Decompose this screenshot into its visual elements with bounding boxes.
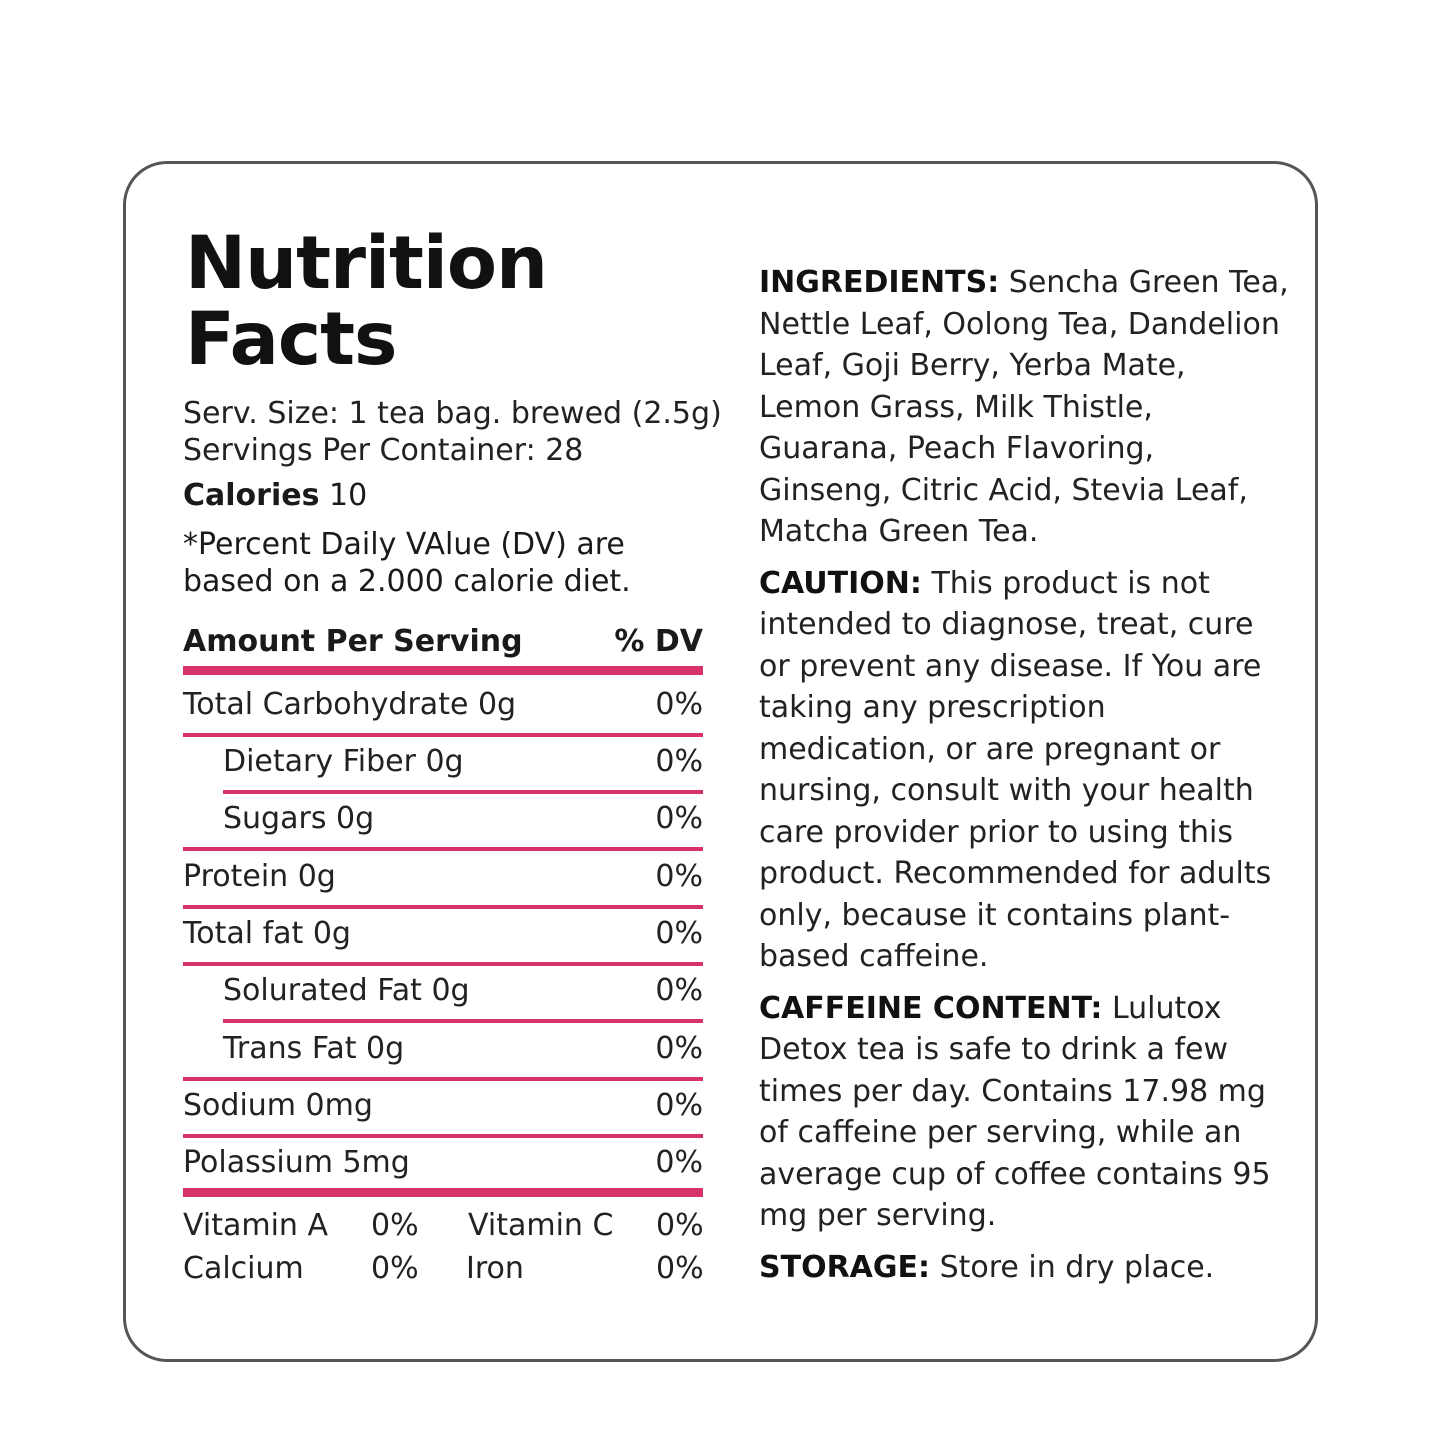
calcium-label: Calcium: [183, 1251, 304, 1286]
table-header: [183, 622, 703, 662]
row-divider: [183, 733, 703, 737]
calcium-dv: 0%: [371, 1251, 419, 1286]
vitamin-c-dv: 0%: [656, 1208, 704, 1243]
title-line-2: Facts: [185, 297, 397, 382]
table-row: [183, 857, 703, 897]
row-divider: [183, 1077, 703, 1081]
nutrient-dv: 0%: [655, 744, 703, 779]
storage-label: STORAGE:: [759, 1249, 931, 1285]
storage-section: [759, 1247, 1289, 1289]
nutrient-dv: 0%: [655, 1031, 703, 1066]
table-row: [183, 914, 703, 954]
storage-text: Store in dry place.: [939, 1249, 1215, 1285]
table-row: [183, 685, 703, 725]
ingredients-text: Sencha Green Tea, Nettle Leaf, Oolong Tea, Dandelion Leaf, Goji Berry, Yerba Mate, Lemon Grass, Milk Thistle, Guarana, Peach Flavoring, Ginseng, Citric Acid, Stevia Leaf, Matcha Green Tea.: [759, 265, 1289, 549]
table-row: [223, 742, 703, 782]
caffeine-label: CAFFEINE CONTENT:: [759, 990, 1103, 1026]
nutrient-dv: 0%: [655, 1145, 703, 1180]
calories-label: Calories: [183, 478, 320, 513]
vitamin-a-dv: 0%: [371, 1208, 419, 1243]
caution-text: This product is not intended to diagnose, treat, cure or prevent any disease. If You are taking any prescription medication, or are pregnant or nursing, consult with your health care provider prior to using this product. Recommended for adults only, because it contains plant-based caffeine.: [759, 565, 1272, 974]
amount-per-serving-heading: Amount Per Serving: [183, 624, 523, 659]
caffeine-text: Lulutox Detox tea is safe to drink a few times per day. Contains 17.98 mg of caffeine per serving, while an average cup of coffee contains 95 mg per serving.: [759, 990, 1271, 1233]
row-divider: [223, 790, 703, 794]
nutrient-label: Sugars 0g: [223, 801, 375, 836]
table-row: [223, 799, 703, 839]
table-top-bar: [183, 666, 703, 675]
row-divider: [183, 1134, 703, 1138]
nutrient-label: Solurated Fat 0g: [223, 973, 470, 1008]
nutrient-label: Trans Fat 0g: [223, 1031, 405, 1066]
nutrient-label: Sodium 0mg: [183, 1088, 373, 1123]
title-line-1: Nutrition: [185, 221, 548, 306]
table-row: [223, 1029, 703, 1069]
ingredients-section: [759, 262, 1289, 553]
iron-label: Iron: [466, 1251, 524, 1286]
serving-size: Serv. Size: 1 tea bag. brewed (2.5g): [183, 396, 722, 431]
nutrient-dv: 0%: [655, 1088, 703, 1123]
table-row: [183, 1086, 703, 1126]
nutrition-facts-title: [185, 221, 548, 382]
nutrient-label: Protein 0g: [183, 859, 336, 894]
row-divider: [183, 905, 703, 909]
ingredients-label: INGREDIENTS:: [759, 265, 1000, 300]
caution-section: [759, 563, 1289, 978]
nutrient-label: Total Carbohydrate 0g: [183, 687, 517, 722]
table-bottom-bar: [183, 1188, 703, 1197]
row-divider: [183, 847, 703, 851]
nutrient-dv: 0%: [655, 687, 703, 722]
dv-note: *Percent Daily VAlue (DV) are based on a 2.000 calorie diet.: [183, 527, 631, 599]
dv-heading: % DV: [614, 624, 703, 659]
nutrient-dv: 0%: [655, 801, 703, 836]
nutrient-dv: 0%: [655, 916, 703, 951]
row-divider: [223, 1019, 703, 1023]
serving-info: [183, 395, 722, 469]
calories: [183, 477, 367, 514]
nutrient-dv: 0%: [655, 973, 703, 1008]
nutrient-label: Polassium 5mg: [183, 1145, 410, 1180]
table-row: [223, 971, 703, 1011]
nutrient-label: Total fat 0g: [183, 916, 351, 951]
nutrient-label: Dietary Fiber 0g: [223, 744, 464, 779]
row-divider: [183, 962, 703, 966]
table-row: [183, 1143, 703, 1183]
label-details: [759, 262, 1289, 1298]
caffeine-section: [759, 988, 1289, 1237]
vitamin-c-label: Vitamin C: [468, 1208, 614, 1243]
vitamin-a-label: Vitamin A: [183, 1208, 328, 1243]
servings-per-container: Servings Per Container: 28: [183, 433, 584, 468]
nutrient-dv: 0%: [655, 859, 703, 894]
iron-dv: 0%: [656, 1251, 704, 1286]
calories-value: 10: [328, 478, 368, 513]
caution-label: CAUTION:: [759, 565, 922, 601]
